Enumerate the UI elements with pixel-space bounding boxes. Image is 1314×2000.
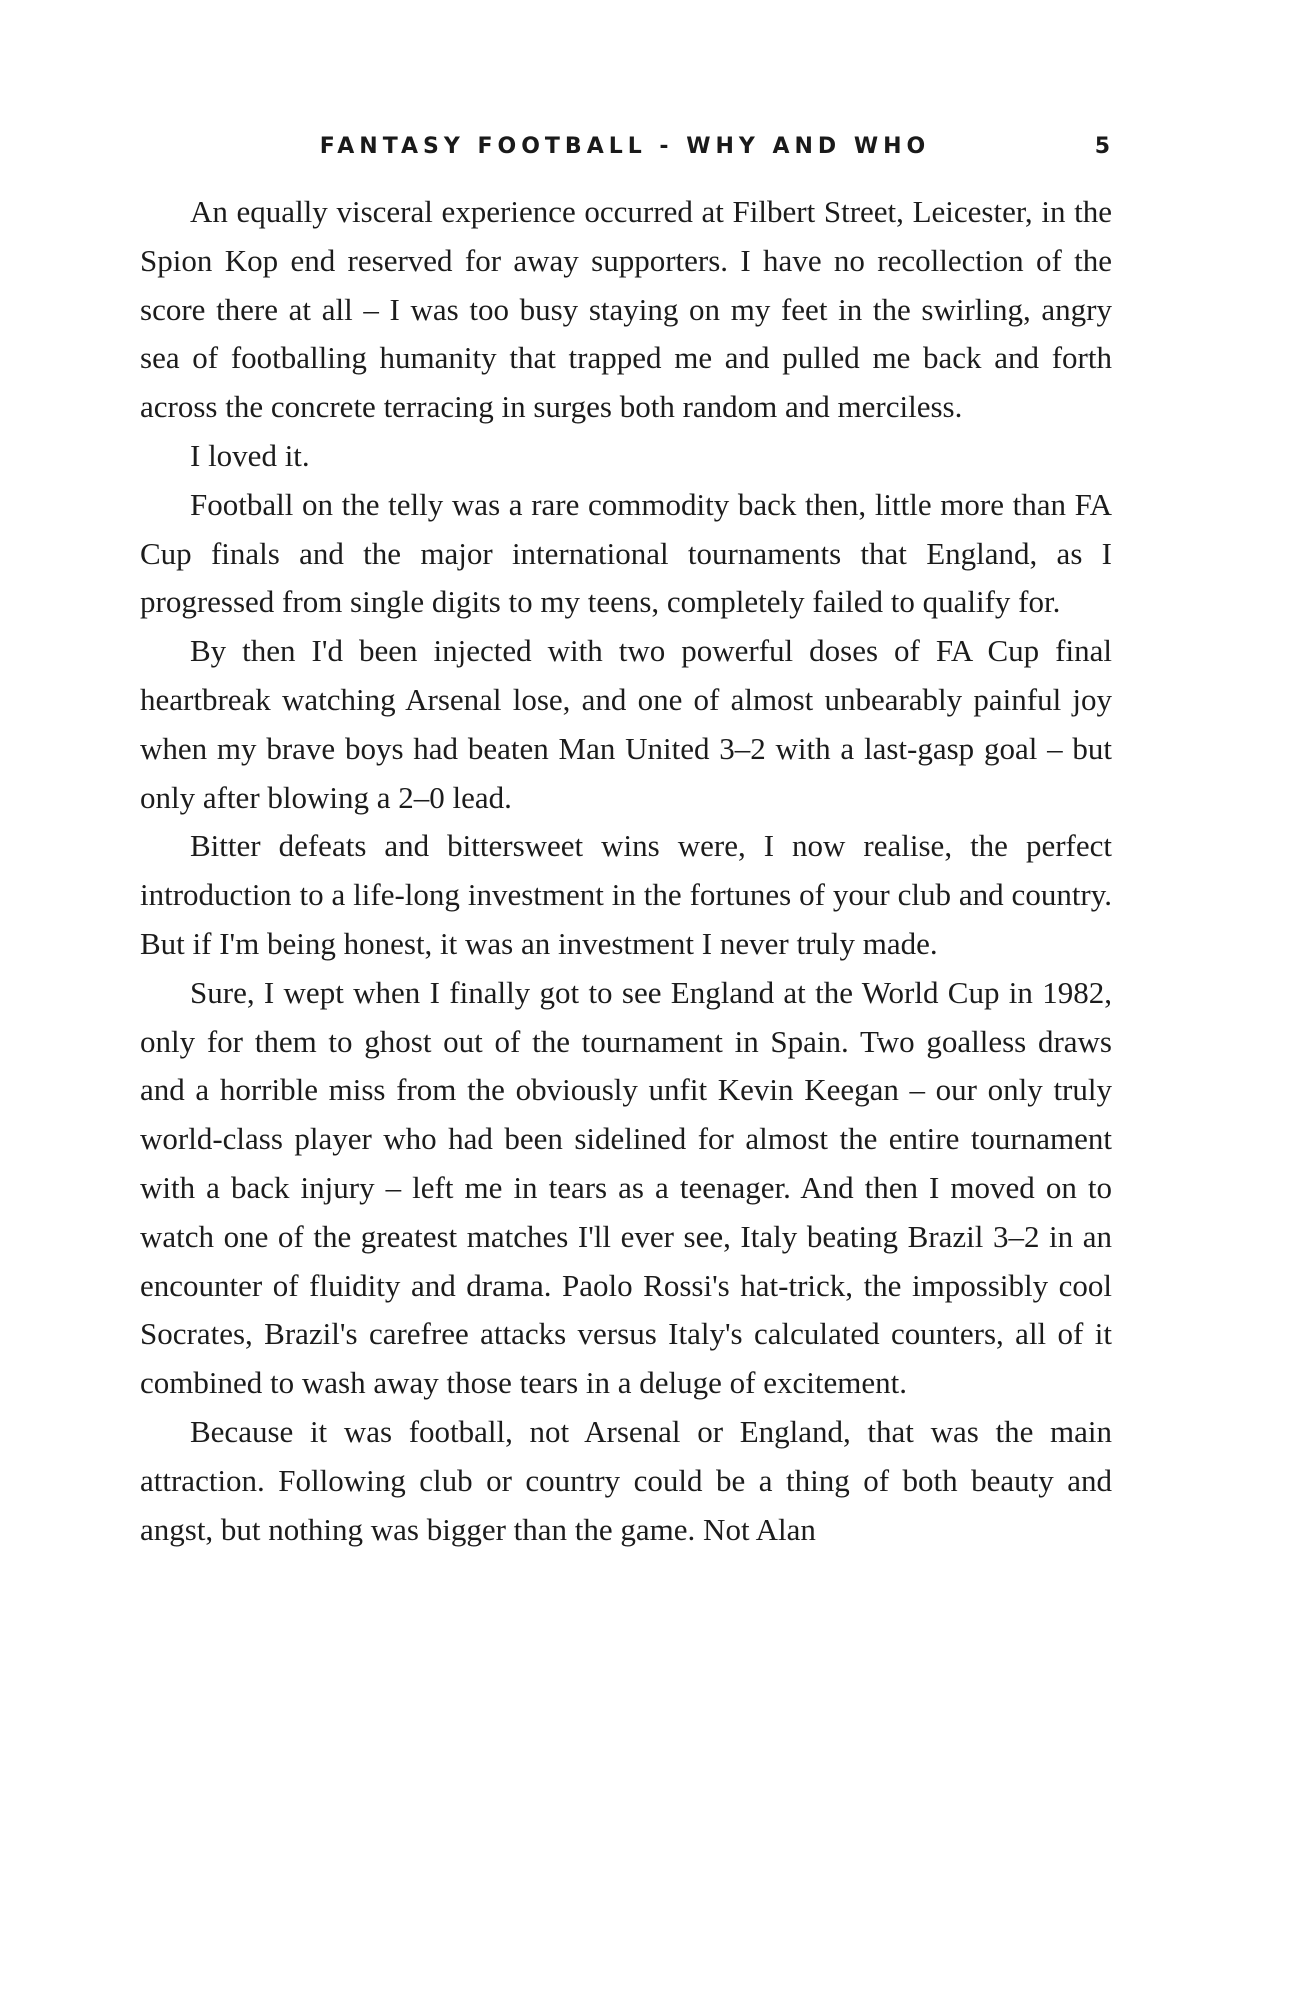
page-number: 5 bbox=[1094, 134, 1110, 159]
running-head bbox=[140, 134, 1110, 174]
running-title: FANTASY FOOTBALL - WHY AND WHO bbox=[319, 134, 931, 159]
paragraph: By then I'd been injected with two powerful doses of FA Cup final heartbreak watching Arsenal lose, and one of almost unbearably painful joy when my brave boys had beaten Man United 3–2 with a last-gasp goal – but only after blowing a 2–0 lead. bbox=[140, 633, 1112, 815]
paragraph: Bitter defeats and bittersweet wins were, I now realise, the perfect introduction to a life-long investment in the fortunes of your club and country. But if I'm being honest, it was an investment I never truly made. bbox=[140, 828, 1112, 961]
paragraph: Football on the telly was a rare commodity back then, little more than FA Cup finals and the major international tournaments that England, as I progressed from single digits to my teens, completely failed to qualify for. bbox=[140, 486, 1112, 620]
paragraph: I loved it. bbox=[190, 437, 310, 473]
paragraph: Sure, I wept when I finally got to see England at the World Cup in 1982, only for them to ghost out of the tournament in Spain. Two goalless draws and a horrible miss from the obviously unfit Kevin Keegan – our only truly world-class player who had been sidelined for almost the entire tournament with a back injury – left me in tears as a teenager. And then I moved on to watch one of the greatest matches I'll ever see, Italy beating Brazil 3–2 in an encounter of fluidity and drama. Paolo Rossi's hat-trick, the impossibly cool Socrates, Brazil's carefree attacks versus Italy's calculated counters, all of it combined to wash away those tears in a deluge of excitement. bbox=[140, 974, 1112, 1401]
body-text bbox=[140, 188, 1112, 1554]
paragraph: Because it was football, not Arsenal or England, that was the main attraction. Following club or country could be a thing of both beauty and angst, but nothing was bigger than the game. Not Alan bbox=[140, 1413, 1112, 1547]
paragraph: An equally visceral experience occurred at Filbert Street, Leicester, in the Spion Kop end reserved for away supporters. I have no recollection of the score there at all – I was too busy staying on my feet in the swirling, angry sea of footballing humanity that trapped me and pulled me back and forth across the concrete terracing in surges both random and merciless. bbox=[140, 194, 1112, 425]
